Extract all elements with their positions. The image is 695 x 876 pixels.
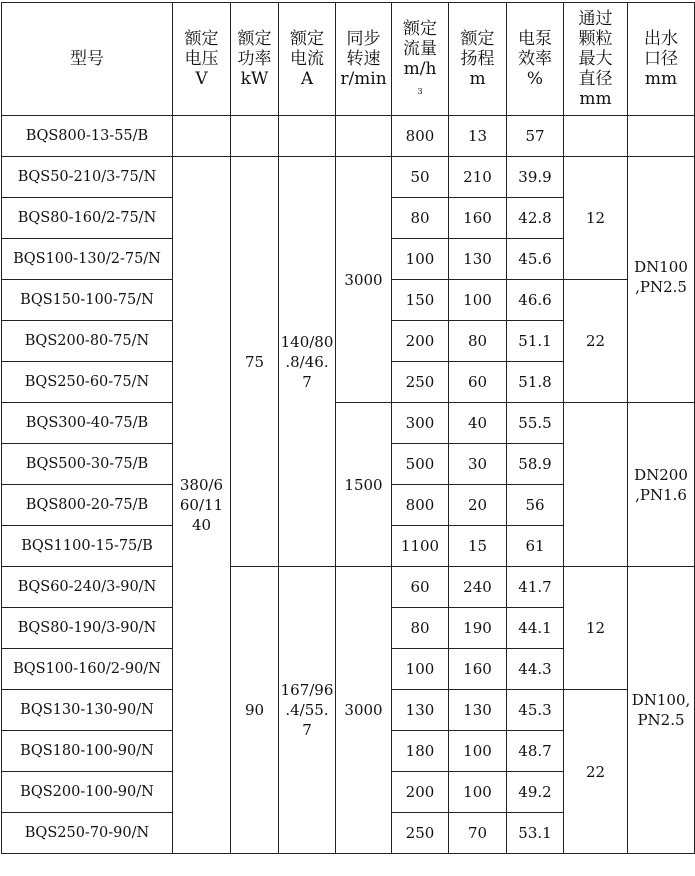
- cell-power-90: 90: [231, 567, 279, 854]
- cell-efficiency: 45.6: [507, 239, 564, 280]
- cell-flow: 100: [392, 239, 449, 280]
- header-outlet: 出水 口径 mm: [628, 3, 695, 116]
- cell-particle-12: 12: [564, 567, 628, 690]
- header-head: 额定 扬程 m: [449, 3, 507, 116]
- cell-head: 15: [449, 526, 507, 567]
- cell-flow: 150: [392, 280, 449, 321]
- cell-efficiency: 51.8: [507, 362, 564, 403]
- cell-model: BQS800-13-55/B: [2, 116, 173, 157]
- cell-model: BQS100-160/2-90/N: [2, 649, 173, 690]
- table-row: [2, 116, 695, 157]
- cell-efficiency: 58.9: [507, 444, 564, 485]
- cell-flow: 130: [392, 690, 449, 731]
- header-flow-text: 额定 流量 m/h: [403, 19, 437, 79]
- cell-particle-22: 22: [564, 690, 628, 854]
- cell-head: 240: [449, 567, 507, 608]
- cell-efficiency: 46.6: [507, 280, 564, 321]
- cell-head: 20: [449, 485, 507, 526]
- cell-particle-12: 12: [564, 157, 628, 280]
- cell-flow: 50: [392, 157, 449, 198]
- cell-flow: 250: [392, 813, 449, 854]
- cell-power-empty: [231, 116, 279, 157]
- cell-particle-22: 22: [564, 280, 628, 403]
- header-particle: 通过 颗粒 最大 直径 mm: [564, 3, 628, 116]
- cell-head: 13: [449, 116, 507, 157]
- cell-efficiency: 57: [507, 116, 564, 157]
- cell-flow: 80: [392, 608, 449, 649]
- cell-voltage-empty: [173, 116, 231, 157]
- cell-efficiency: 55.5: [507, 403, 564, 444]
- cell-model: BQS80-190/3-90/N: [2, 608, 173, 649]
- cell-head: 190: [449, 608, 507, 649]
- cell-current-empty: [279, 116, 336, 157]
- header-flow: [392, 3, 449, 116]
- table-row: [2, 403, 695, 444]
- cell-efficiency: 41.7: [507, 567, 564, 608]
- cell-model: BQS130-130-90/N: [2, 690, 173, 731]
- cell-model: BQS1100-15-75/B: [2, 526, 173, 567]
- cell-head: 60: [449, 362, 507, 403]
- cell-flow: 300: [392, 403, 449, 444]
- table-row: [2, 567, 695, 608]
- cell-model: BQS60-240/3-90/N: [2, 567, 173, 608]
- cell-efficiency: 44.1: [507, 608, 564, 649]
- cell-flow: 100: [392, 649, 449, 690]
- cell-efficiency: 48.7: [507, 731, 564, 772]
- cell-flow: 1100: [392, 526, 449, 567]
- cell-efficiency: 53.1: [507, 813, 564, 854]
- cell-current-90: 167/96 .4/55. 7: [279, 567, 336, 854]
- cell-speed-1500: 1500: [336, 403, 392, 567]
- header-voltage: 额定 电压 V: [173, 3, 231, 116]
- cell-flow: 80: [392, 198, 449, 239]
- cell-head: 100: [449, 731, 507, 772]
- cell-model: BQS250-70-90/N: [2, 813, 173, 854]
- cell-efficiency: 39.9: [507, 157, 564, 198]
- cell-efficiency: 61: [507, 526, 564, 567]
- cell-head: 130: [449, 239, 507, 280]
- cell-outlet-dn100: DN100, PN2.5: [628, 567, 695, 854]
- cell-efficiency: 44.3: [507, 649, 564, 690]
- cell-head: 100: [449, 772, 507, 813]
- cell-head: 130: [449, 690, 507, 731]
- cell-power-75: 75: [231, 157, 279, 567]
- cell-flow: 180: [392, 731, 449, 772]
- header-speed: 同步 转速 r/min: [336, 3, 392, 116]
- cell-model: BQS80-160/2-75/N: [2, 198, 173, 239]
- cell-speed-3000: 3000: [336, 157, 392, 403]
- cell-flow: 500: [392, 444, 449, 485]
- cell-outlet-dn200: DN200 ,PN1.6: [628, 403, 695, 567]
- table-row: [2, 157, 695, 198]
- cell-head: 160: [449, 649, 507, 690]
- cell-efficiency: 49.2: [507, 772, 564, 813]
- header-model: 型号: [2, 3, 173, 116]
- header-row: [2, 3, 695, 116]
- header-flow-superscript: 3: [417, 87, 423, 96]
- cell-flow: 800: [392, 485, 449, 526]
- cell-flow: 60: [392, 567, 449, 608]
- cell-efficiency: 42.8: [507, 198, 564, 239]
- header-current: 额定 电流 A: [279, 3, 336, 116]
- cell-model: BQS800-20-75/B: [2, 485, 173, 526]
- cell-head: 210: [449, 157, 507, 198]
- cell-speed-3000: 3000: [336, 567, 392, 854]
- cell-particle-empty: [564, 116, 628, 157]
- cell-head: 40: [449, 403, 507, 444]
- cell-model: BQS200-80-75/N: [2, 321, 173, 362]
- cell-current-75: 140/80 .8/46. 7: [279, 157, 336, 567]
- header-efficiency: 电泵 效率 %: [507, 3, 564, 116]
- cell-flow: 200: [392, 321, 449, 362]
- pump-spec-table: [1, 2, 695, 854]
- cell-outlet-dn100: DN100 ,PN2.5: [628, 157, 695, 403]
- cell-model: BQS250-60-75/N: [2, 362, 173, 403]
- cell-head: 30: [449, 444, 507, 485]
- cell-flow: 200: [392, 772, 449, 813]
- cell-model: BQS200-100-90/N: [2, 772, 173, 813]
- cell-flow: 800: [392, 116, 449, 157]
- cell-efficiency: 45.3: [507, 690, 564, 731]
- cell-efficiency: 51.1: [507, 321, 564, 362]
- cell-speed-empty: [336, 116, 392, 157]
- cell-particle-empty: [564, 403, 628, 567]
- cell-model: BQS300-40-75/B: [2, 403, 173, 444]
- cell-head: 80: [449, 321, 507, 362]
- cell-model: BQS500-30-75/B: [2, 444, 173, 485]
- header-power: 额定 功率 kW: [231, 3, 279, 116]
- cell-voltage: 380/6 60/11 40: [173, 157, 231, 854]
- cell-head: 70: [449, 813, 507, 854]
- cell-model: BQS150-100-75/N: [2, 280, 173, 321]
- cell-model: BQS100-130/2-75/N: [2, 239, 173, 280]
- cell-model: BQS50-210/3-75/N: [2, 157, 173, 198]
- cell-head: 160: [449, 198, 507, 239]
- cell-outlet-empty: [628, 116, 695, 157]
- cell-head: 100: [449, 280, 507, 321]
- cell-efficiency: 56: [507, 485, 564, 526]
- cell-flow: 250: [392, 362, 449, 403]
- cell-model: BQS180-100-90/N: [2, 731, 173, 772]
